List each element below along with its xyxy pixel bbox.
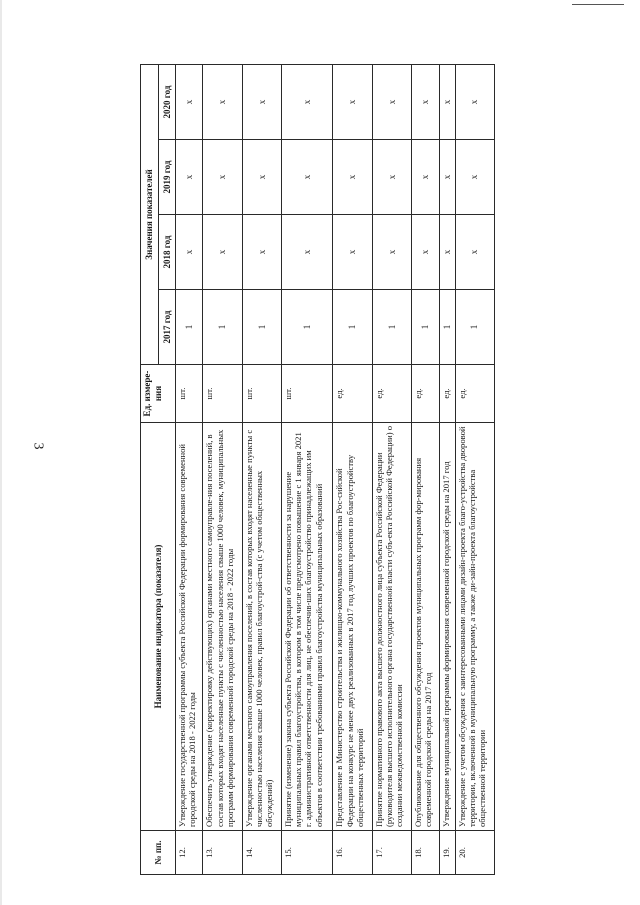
row-number: 14. (242, 831, 281, 875)
page-corner-mark (572, 4, 624, 5)
value-2017: 1 (242, 290, 281, 365)
table-row (333, 64, 372, 874)
value-2018: x (203, 215, 242, 290)
header-year-2017: 2017 год (159, 290, 176, 365)
value-2018: x (282, 215, 333, 290)
value-2017: 1 (333, 290, 372, 365)
value-2020: x (203, 64, 242, 139)
value-2019: x (333, 140, 372, 215)
value-2018: x (242, 215, 281, 290)
indicator-name: Утверждение государственной программы субъекта Российской Федерации формирования современной городской среды на 2018 - 2022 годы (176, 423, 203, 831)
indicator-name: Утверждение органами местного самоуправления поселений, в состав которых входят населенные пункты с численностью населения свыше 1000 человек, правил благоустрой-ства (с учетом общественных обсуждений) (242, 423, 281, 831)
unit-cell: ед. (455, 365, 494, 423)
row-number: 20. (455, 831, 494, 875)
unit-cell: ед. (412, 365, 439, 423)
indicator-name: Утверждение муниципальной программы формирования современной городской среды на 2017 год (439, 423, 455, 831)
header-num: № пп. (141, 831, 176, 875)
table-row (455, 64, 494, 874)
unit-cell: шт. (282, 365, 333, 423)
table-body (176, 64, 495, 874)
row-number: 17. (372, 831, 411, 875)
value-2020: x (412, 64, 439, 139)
value-2019: x (203, 140, 242, 215)
value-2018: x (412, 215, 439, 290)
header-year-2020: 2020 год (159, 64, 176, 139)
header-row-top (141, 64, 159, 874)
value-2020: x (372, 64, 411, 139)
header-values-group: Значения показателей (141, 64, 159, 364)
table-header (141, 64, 176, 874)
indicator-name: Обеспечить утверждение (корректировку действующих) органами местного самоуправле-ния поселений, в состав которых входят населенные пункты с численностью населения свыше 1000 человек, муниципальных программ формирования современной городской среды на 2018 - 2022 годы (203, 423, 242, 831)
table-row (412, 64, 439, 874)
value-2018: x (176, 215, 203, 290)
table-row (439, 64, 455, 874)
value-2019: x (455, 140, 494, 215)
row-number: 18. (412, 831, 439, 875)
header-name: Наименование индикатора (показателя) (141, 423, 176, 831)
unit-cell: ед. (372, 365, 411, 423)
value-2020: x (333, 64, 372, 139)
value-2020: x (242, 64, 281, 139)
value-2019: x (439, 140, 455, 215)
unit-cell: шт. (176, 365, 203, 423)
unit-cell: ед. (439, 365, 455, 423)
value-2018: x (455, 215, 494, 290)
value-2018: x (333, 215, 372, 290)
value-2019: x (282, 140, 333, 215)
unit-cell: шт. (242, 365, 281, 423)
unit-cell: ед. (333, 365, 372, 423)
value-2020: x (455, 64, 494, 139)
row-number: 13. (203, 831, 242, 875)
unit-cell: шт. (203, 365, 242, 423)
header-year-2019: 2019 год (159, 140, 176, 215)
row-number: 15. (282, 831, 333, 875)
header-year-2018: 2018 год (159, 215, 176, 290)
indicators-table (140, 64, 495, 875)
value-2017: 1 (439, 290, 455, 365)
value-2019: x (242, 140, 281, 215)
value-2019: x (372, 140, 411, 215)
value-2017: 1 (203, 290, 242, 365)
indicator-name: Представление в Министерство строительства и жилищно-коммунального хозяйства Рос-сийской Федерации на конкурс не менее двух реализованных в 2017 год лучших проектов по благоустройству общественных территорий (333, 423, 372, 831)
indicator-name: Утверждение с учетом обсуждения с заинтересованными лицами дизайн-проекта благо-устройства дворовой территории, включенной в муниципальную программу, а также ди-зайн-проекта благоустройства общественной территории (455, 423, 494, 831)
indicator-name: Принятие нормативного правового акта высшего должностного лица субъекта Российской Федерации (руководителя высшего исполнительного органа государственной власти субъ-екта Российской Федерации) о создании межведомственной комиссии (372, 423, 411, 831)
table-row (242, 64, 281, 874)
header-unit: Ед. измере-ния (141, 365, 176, 423)
value-2018: x (439, 215, 455, 290)
table-row (282, 64, 333, 874)
row-number: 16. (333, 831, 372, 875)
value-2017: 1 (372, 290, 411, 365)
value-2020: x (439, 64, 455, 139)
value-2017: 1 (176, 290, 203, 365)
row-number: 19. (439, 831, 455, 875)
rotated-table-container (140, 65, 495, 875)
value-2019: x (176, 140, 203, 215)
indicator-name: Принятие (изменение) закона субъекта Российской Федерации об ответственности за нарушение муниципальных правил благоустройства, в котором в том числе предусмотрено повышение с 1 января 2021 г. административной ответственности для лиц, не обеспечив-ших благоустройство принадлежащих им объектов в соответствии требованиями правил благоустройства муниципальных образований (282, 423, 333, 831)
value-2017: 1 (455, 290, 494, 365)
value-2019: x (412, 140, 439, 215)
table-row (203, 64, 242, 874)
indicator-name: Опубликование для общественного обсуждения проектов муниципальных программ фор-мирования современной городской среды на 2017 год (412, 423, 439, 831)
value-2020: x (282, 64, 333, 139)
table-row (176, 64, 203, 874)
value-2017: 1 (412, 290, 439, 365)
value-2017: 1 (282, 290, 333, 365)
value-2018: x (372, 215, 411, 290)
table-row (372, 64, 411, 874)
row-number: 12. (176, 831, 203, 875)
value-2020: x (176, 64, 203, 139)
page-number: 3 (30, 442, 46, 450)
